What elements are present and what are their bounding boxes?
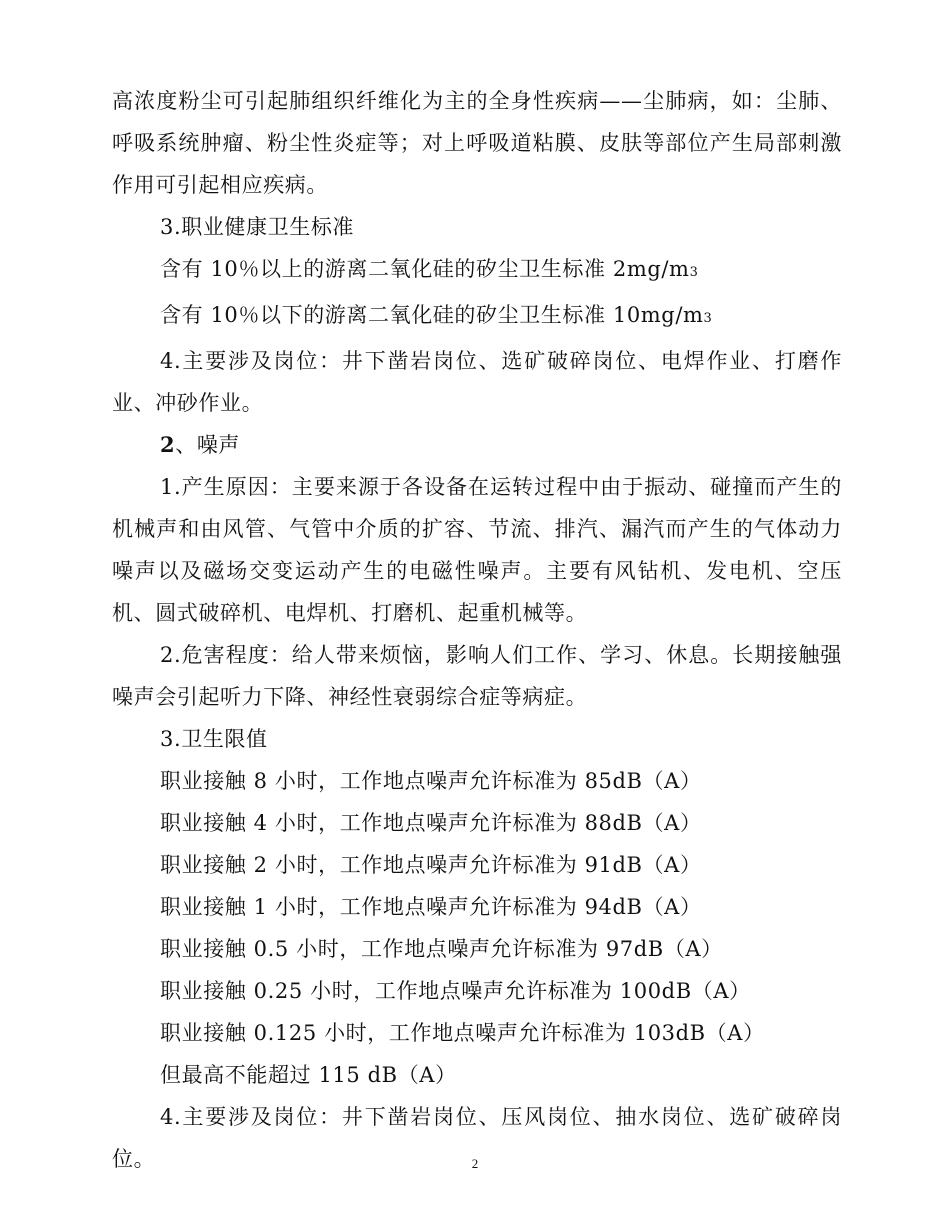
standard-above-10-percent-text: 含有 10％以上的游离二氧化硅的矽尘卫生标准 2mg/m — [160, 257, 690, 281]
heading-health-standard: 3.职业健康卫生标准 — [160, 215, 355, 239]
limit-4-hours: 职业接触 4 小时，工作地点噪声允许标准为 88dB（A） — [160, 811, 702, 835]
paragraph-dust-hazard: 高浓度粉尘可引起肺组织纤维化为主的全身性疾病——尘肺病，如：尘肺、呼吸系统肿瘤、粉尘性炎症等；对上呼吸道粘膜、皮肤等部位产生局部刺激作用可引起相应疾病。 — [112, 89, 842, 197]
standard-above-10-percent — [112, 248, 842, 294]
page-number: 2 — [471, 1156, 479, 1171]
standard-below-10-percent — [112, 294, 842, 340]
limit-0-25-hours: 职业接触 0.25 小时，工作地点噪声允许标准为 100dB（A） — [160, 979, 751, 1003]
noise-positions: 4.主要涉及岗位：井下凿岩岗位、压风岗位、抽水岗位、选矿破碎岗位。 — [112, 1105, 842, 1171]
dust-positions: 4.主要涉及岗位：井下凿岩岗位、选矿破碎岗位、电焊作业、打磨作业、冲砂作业。 — [112, 349, 842, 415]
section-number: 2 — [160, 432, 176, 457]
limit-8-hours: 职业接触 8 小时，工作地点噪声允许标准为 85dB（A） — [160, 769, 702, 793]
section-title: 、噪声 — [175, 433, 241, 457]
document-body — [112, 80, 842, 1180]
limit-1-hour: 职业接触 1 小时，工作地点噪声允许标准为 94dB（A） — [160, 895, 702, 919]
unit-exponent: 3 — [703, 311, 713, 326]
noise-cause: 1.产生原因：主要来源于各设备在运转过程中由于振动、碰撞而产生的机械声和由风管、气管中介质的扩容、节流、排汽、漏汽而产生的气体动力噪声以及磁场交变运动产生的电磁性噪声。主要有风钻机、发电机、空压机、圆式破碎机、电焊机、打磨机、起重机械等。 — [112, 475, 842, 625]
section-heading-noise — [112, 424, 842, 466]
limit-0-125-hours: 职业接触 0.125 小时，工作地点噪声允许标准为 103dB（A） — [160, 1021, 765, 1045]
limit-maximum: 但最高不能超过 115 dB（A） — [160, 1063, 457, 1087]
unit-exponent: 3 — [689, 265, 699, 280]
noise-hazard: 2.危害程度：给人带来烦恼，影响人们工作、学习、休息。长期接触强噪声会引起听力下降、神经性衰弱综合症等病症。 — [112, 643, 842, 709]
limit-0-5-hours: 职业接触 0.5 小时，工作地点噪声允许标准为 97dB（A） — [160, 937, 723, 961]
standard-below-10-percent-text: 含有 10％以下的游离二氧化硅的矽尘卫生标准 10mg/m — [160, 303, 704, 327]
heading-hygiene-limits: 3.卫生限值 — [160, 727, 268, 751]
limit-2-hours: 职业接触 2 小时，工作地点噪声允许标准为 91dB（A） — [160, 853, 702, 877]
